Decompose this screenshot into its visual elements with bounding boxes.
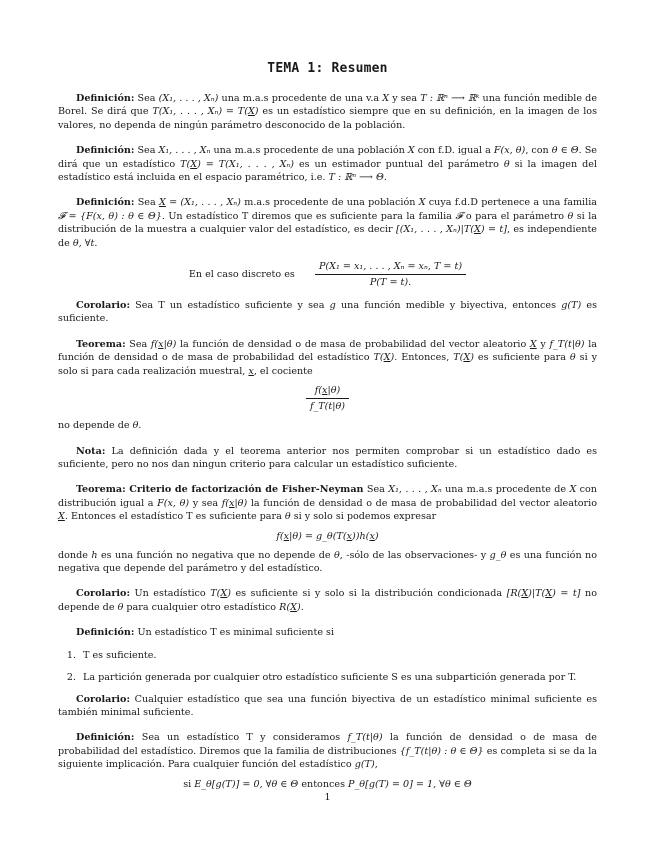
math: f_T(t|θ) <box>549 338 585 350</box>
math-part: f( <box>276 530 284 542</box>
text: . <box>300 601 304 613</box>
text: Cualquier estadístico que sea una función biyectiva de un estadístico minimal suficiente es también minimal suficiente. <box>58 693 597 718</box>
math: X <box>382 93 390 104</box>
math-part: ) = t] <box>552 588 581 600</box>
text: la función de densidad o de masa de probabilidad del vector aleatorio <box>247 497 597 509</box>
text: con f.D. igual a <box>414 145 494 157</box>
text: para cualquier otro estadístico <box>123 601 280 613</box>
math: θ <box>132 420 139 432</box>
math-part: ) <box>374 530 379 542</box>
math-part: ) <box>296 601 301 613</box>
label: Corolario: <box>76 693 130 705</box>
cociente-fraction <box>58 384 597 413</box>
list-item <box>58 649 597 662</box>
text: es una función no negativa que no depende de <box>97 549 334 561</box>
math-underlined: X <box>220 588 228 600</box>
factorization-explanation <box>58 549 597 576</box>
math-part: ))h( <box>352 530 370 542</box>
text: entonces <box>298 778 349 790</box>
math: {f_T(t|θ) : θ ∈ Θ} <box>399 745 484 757</box>
math-underlined: X <box>545 588 553 600</box>
math-part: T( <box>210 588 221 600</box>
text: Un estadístico T es minimal suficiente si <box>134 627 335 639</box>
math: θ <box>284 511 291 523</box>
theorem-fisher-neyman <box>58 483 597 523</box>
math: X <box>407 145 415 157</box>
corollary-condicionada <box>58 587 597 614</box>
math-underlined: x <box>322 385 328 397</box>
text: no depende de <box>58 588 597 613</box>
list-item <box>58 671 597 684</box>
text: una m.a.s procedente de una población <box>210 145 408 157</box>
math-part: ) <box>390 352 395 364</box>
completeness-implication <box>58 778 597 791</box>
math-part: [(X₁, . . . , Xₙ)|T( <box>395 224 475 236</box>
list-number: 2. <box>66 671 76 683</box>
text: la función de densidad o de masa de probabilidad del estadístico. Diremos que la familia de distribuciones <box>58 732 597 757</box>
text: si y solo si para cada realización muestral, <box>58 352 598 377</box>
label: Definición: <box>76 93 135 104</box>
text: es suficiente para <box>473 352 570 364</box>
math: 𝓕 = {F(x, θ) : θ ∈ Θ} <box>58 210 162 222</box>
math: θ <box>503 158 510 170</box>
corollary-minimal <box>58 693 597 720</box>
math-underlined: X <box>247 106 255 118</box>
math-part: [R( <box>506 588 522 600</box>
math-underlined: X <box>290 601 297 613</box>
math: θ, ∀t <box>72 237 95 249</box>
math-part: )|T( <box>528 588 546 600</box>
text: es suficiente. <box>58 300 598 325</box>
math: (X₁, . . . , Xₙ) <box>158 93 219 104</box>
math <box>507 588 581 599</box>
math: θ <box>117 601 124 613</box>
math-underlined: X <box>383 352 391 364</box>
math: F(x, θ) <box>157 497 190 509</box>
math-part: ) <box>254 106 259 118</box>
formula-lead: En el caso discreto es <box>188 269 295 281</box>
math-underlined: X <box>529 338 537 350</box>
math-underlined: X <box>463 352 471 364</box>
math-underlined: X <box>58 511 65 523</box>
math <box>396 224 507 235</box>
math: θ <box>567 210 574 222</box>
text: Sea T un estadístico suficiente y sea <box>130 300 330 312</box>
math-part: ) = t] <box>480 224 507 236</box>
text: una m.a.s procedente de <box>441 484 570 496</box>
text: y sea <box>189 497 222 509</box>
math: E_θ[g(T)] = 0, ∀θ ∈ Θ <box>194 778 299 790</box>
text: donde <box>58 549 92 561</box>
math-underlined: x <box>346 530 353 542</box>
label: Teorema: Criterio de factorización de Fisher-Neyman <box>76 484 364 496</box>
math-underlined: x <box>248 365 254 377</box>
math-underlined: x <box>158 338 164 350</box>
math: T : ℝⁿ ⟶ ℝᵏ <box>420 93 480 104</box>
fraction-denominator: P(T = t). <box>369 277 412 289</box>
text: no depende de <box>58 420 133 432</box>
math-part: ) = T(X₁, . . . , Xₙ) <box>197 158 295 170</box>
text: si <box>183 778 195 790</box>
math-part: R( <box>279 601 291 613</box>
text: , <box>374 759 378 771</box>
math: g <box>329 300 336 312</box>
text: y <box>536 338 550 350</box>
text: si y solo si podemos expresar <box>290 511 437 523</box>
text: cuya f.d.D pertenece a una familia <box>425 197 597 209</box>
text: y sea <box>389 93 421 104</box>
math-underlined: X <box>190 158 198 170</box>
text: la función de densidad o de masa de probabilidad del estadístico <box>58 338 597 364</box>
text: es completa si se da la siguiente implicación. Para cualquier función del estadístico <box>58 745 597 771</box>
math-underlined: x <box>369 530 375 542</box>
text: una función medible y biyectiva, entonces <box>335 300 562 312</box>
text: si la distribución de la muestra a cualquier valor del estadístico, es decir <box>58 210 597 236</box>
fraction-denominator: f_T(t|θ) <box>309 401 346 413</box>
text: la función de densidad o de masa de probabilidad del vector aleatorio <box>176 338 530 350</box>
math <box>151 339 176 350</box>
text: Sea <box>125 338 151 350</box>
math: θ <box>569 352 576 364</box>
corollary-biyectiva <box>58 299 597 326</box>
math <box>222 498 247 509</box>
math: g_θ <box>489 549 507 561</box>
minimal-conditions-list <box>58 649 597 684</box>
label: Definición: <box>76 732 135 744</box>
text: con distribución igual a <box>58 484 597 509</box>
fraction <box>315 260 466 289</box>
math-underlined: X <box>521 588 529 600</box>
math-part: T(X₁, . . . , Xₙ) = T( <box>152 106 248 118</box>
math: θ <box>333 549 340 561</box>
math-underlined: x <box>229 497 235 509</box>
math-part: T( <box>180 158 191 170</box>
theorem-tail <box>58 419 597 432</box>
math-part: f( <box>150 338 159 350</box>
text: es un estimador puntual del parámetro <box>294 158 504 170</box>
label: Nota: <box>76 445 106 457</box>
math-part: |θ) = g_θ(T( <box>289 530 347 542</box>
math-underlined: X <box>158 197 166 209</box>
text: Sea un estadístico T y consideramos <box>134 732 348 744</box>
math: T : ℝⁿ ⟶ Θ <box>328 172 384 184</box>
text: . Entonces el estadístico T es suficiente para <box>64 511 285 523</box>
math: g(T) <box>561 300 582 312</box>
list-text: T es suficiente. <box>83 649 157 661</box>
math: h <box>91 549 98 561</box>
math-part: f( <box>221 497 230 509</box>
math-part: |θ) <box>327 385 341 397</box>
page-number: 1 <box>324 792 331 803</box>
fraction-numerator: P(X₁ = x₁, . . . , Xₙ = xₙ, T = t) <box>315 260 466 275</box>
math-part: |θ) <box>234 497 248 509</box>
text: . <box>138 420 142 432</box>
math: X <box>418 197 426 209</box>
text: Sea <box>134 93 159 104</box>
math <box>374 352 395 363</box>
text: Un estadístico <box>130 588 211 600</box>
text: . <box>94 237 98 249</box>
text: es suficiente si y solo si la distribución condicionada <box>230 588 507 600</box>
text: Sea <box>363 484 389 496</box>
text: , el cociente <box>253 365 313 377</box>
definition-completa <box>58 731 597 771</box>
math-part: f( <box>314 385 323 397</box>
definition-estimador <box>58 144 597 184</box>
math <box>279 602 301 613</box>
text: , con <box>525 145 552 157</box>
text: Sea <box>134 145 159 157</box>
math-part: ) <box>227 588 231 600</box>
math-part: |θ) <box>163 338 177 350</box>
math <box>453 352 474 363</box>
factorization-equation <box>58 530 597 543</box>
page-title: TEMA 1: Resumen <box>267 61 388 76</box>
label: Definición: <box>76 197 135 209</box>
label: Teorema: <box>76 338 126 350</box>
text: m.a.s procedente de una población <box>240 197 419 209</box>
label: Corolario: <box>76 300 130 312</box>
text: . <box>383 172 387 184</box>
note <box>58 445 597 472</box>
text: Sea <box>134 197 159 209</box>
text: , -sólo de las observaciones- y <box>339 549 490 561</box>
math-underlined: X <box>474 224 481 236</box>
list-number: 1. <box>66 649 76 661</box>
text: es una función no negativa que depende del parámetro y del estadístico. <box>58 549 598 574</box>
text: una m.a.s procedente de una v.a <box>218 93 383 104</box>
math-part: ) <box>470 352 474 364</box>
fraction <box>306 384 349 413</box>
definition-minimal <box>58 626 597 639</box>
theorem-cociente <box>58 338 597 378</box>
math: F(x, θ) <box>493 145 526 157</box>
math: 𝓕 <box>455 210 463 222</box>
label: Definición: <box>76 145 135 157</box>
math: f_T(t|θ) <box>347 732 383 744</box>
math-part: T( <box>453 352 464 364</box>
math: P_θ[g(T) = 0] = 1, ∀θ ∈ Θ <box>348 778 472 790</box>
math: θ ∈ Θ <box>551 145 579 157</box>
text: es un estadístico siempre que en su definición, en la imagen de los valores, no dependa de ningún parámetro desconocido de la población. <box>58 106 597 131</box>
math-part: T( <box>373 352 384 364</box>
text: . Se dirá que un estadístico <box>58 145 597 170</box>
math: X₁, . . . , Xₙ <box>158 145 211 157</box>
discrete-case-formula <box>58 260 597 289</box>
math <box>159 197 241 208</box>
math <box>152 106 258 117</box>
definition-estadistico <box>58 92 597 132</box>
math <box>180 159 294 170</box>
text: . Un estadístico T diremos que es suficiente para la familia <box>161 210 456 222</box>
text: La definición dada y el teorema anterior nos permiten comprobar si un estadístico dado es suficiente, pero no nos dan ningun criterio para calcular un estadístico suficiente. <box>58 445 597 470</box>
math-underlined: x <box>283 530 290 542</box>
fraction-numerator <box>306 384 349 399</box>
list-text: La partición generada por cualquier otro estadístico suficiente S es una subpartición generada por T. <box>83 671 577 683</box>
math: X <box>569 484 577 496</box>
text: una función medible de Borel. Se dirá que <box>58 93 597 118</box>
math: g(T) <box>354 759 375 771</box>
math: X₁, . . . , Xₙ <box>388 484 442 496</box>
text: si la imagen del estadístico está incluida en el espacio paramétrico, i.e. <box>58 158 597 184</box>
label: Corolario: <box>76 588 130 600</box>
label: Definición: <box>76 627 135 639</box>
definition-suficiente <box>58 196 597 250</box>
math <box>210 588 231 599</box>
text: . Entonces, <box>394 352 454 364</box>
math-part: = (X₁, . . . , Xₙ) <box>165 197 241 209</box>
text: o para el parámetro <box>462 210 568 222</box>
text: , es independiente de <box>58 224 597 249</box>
